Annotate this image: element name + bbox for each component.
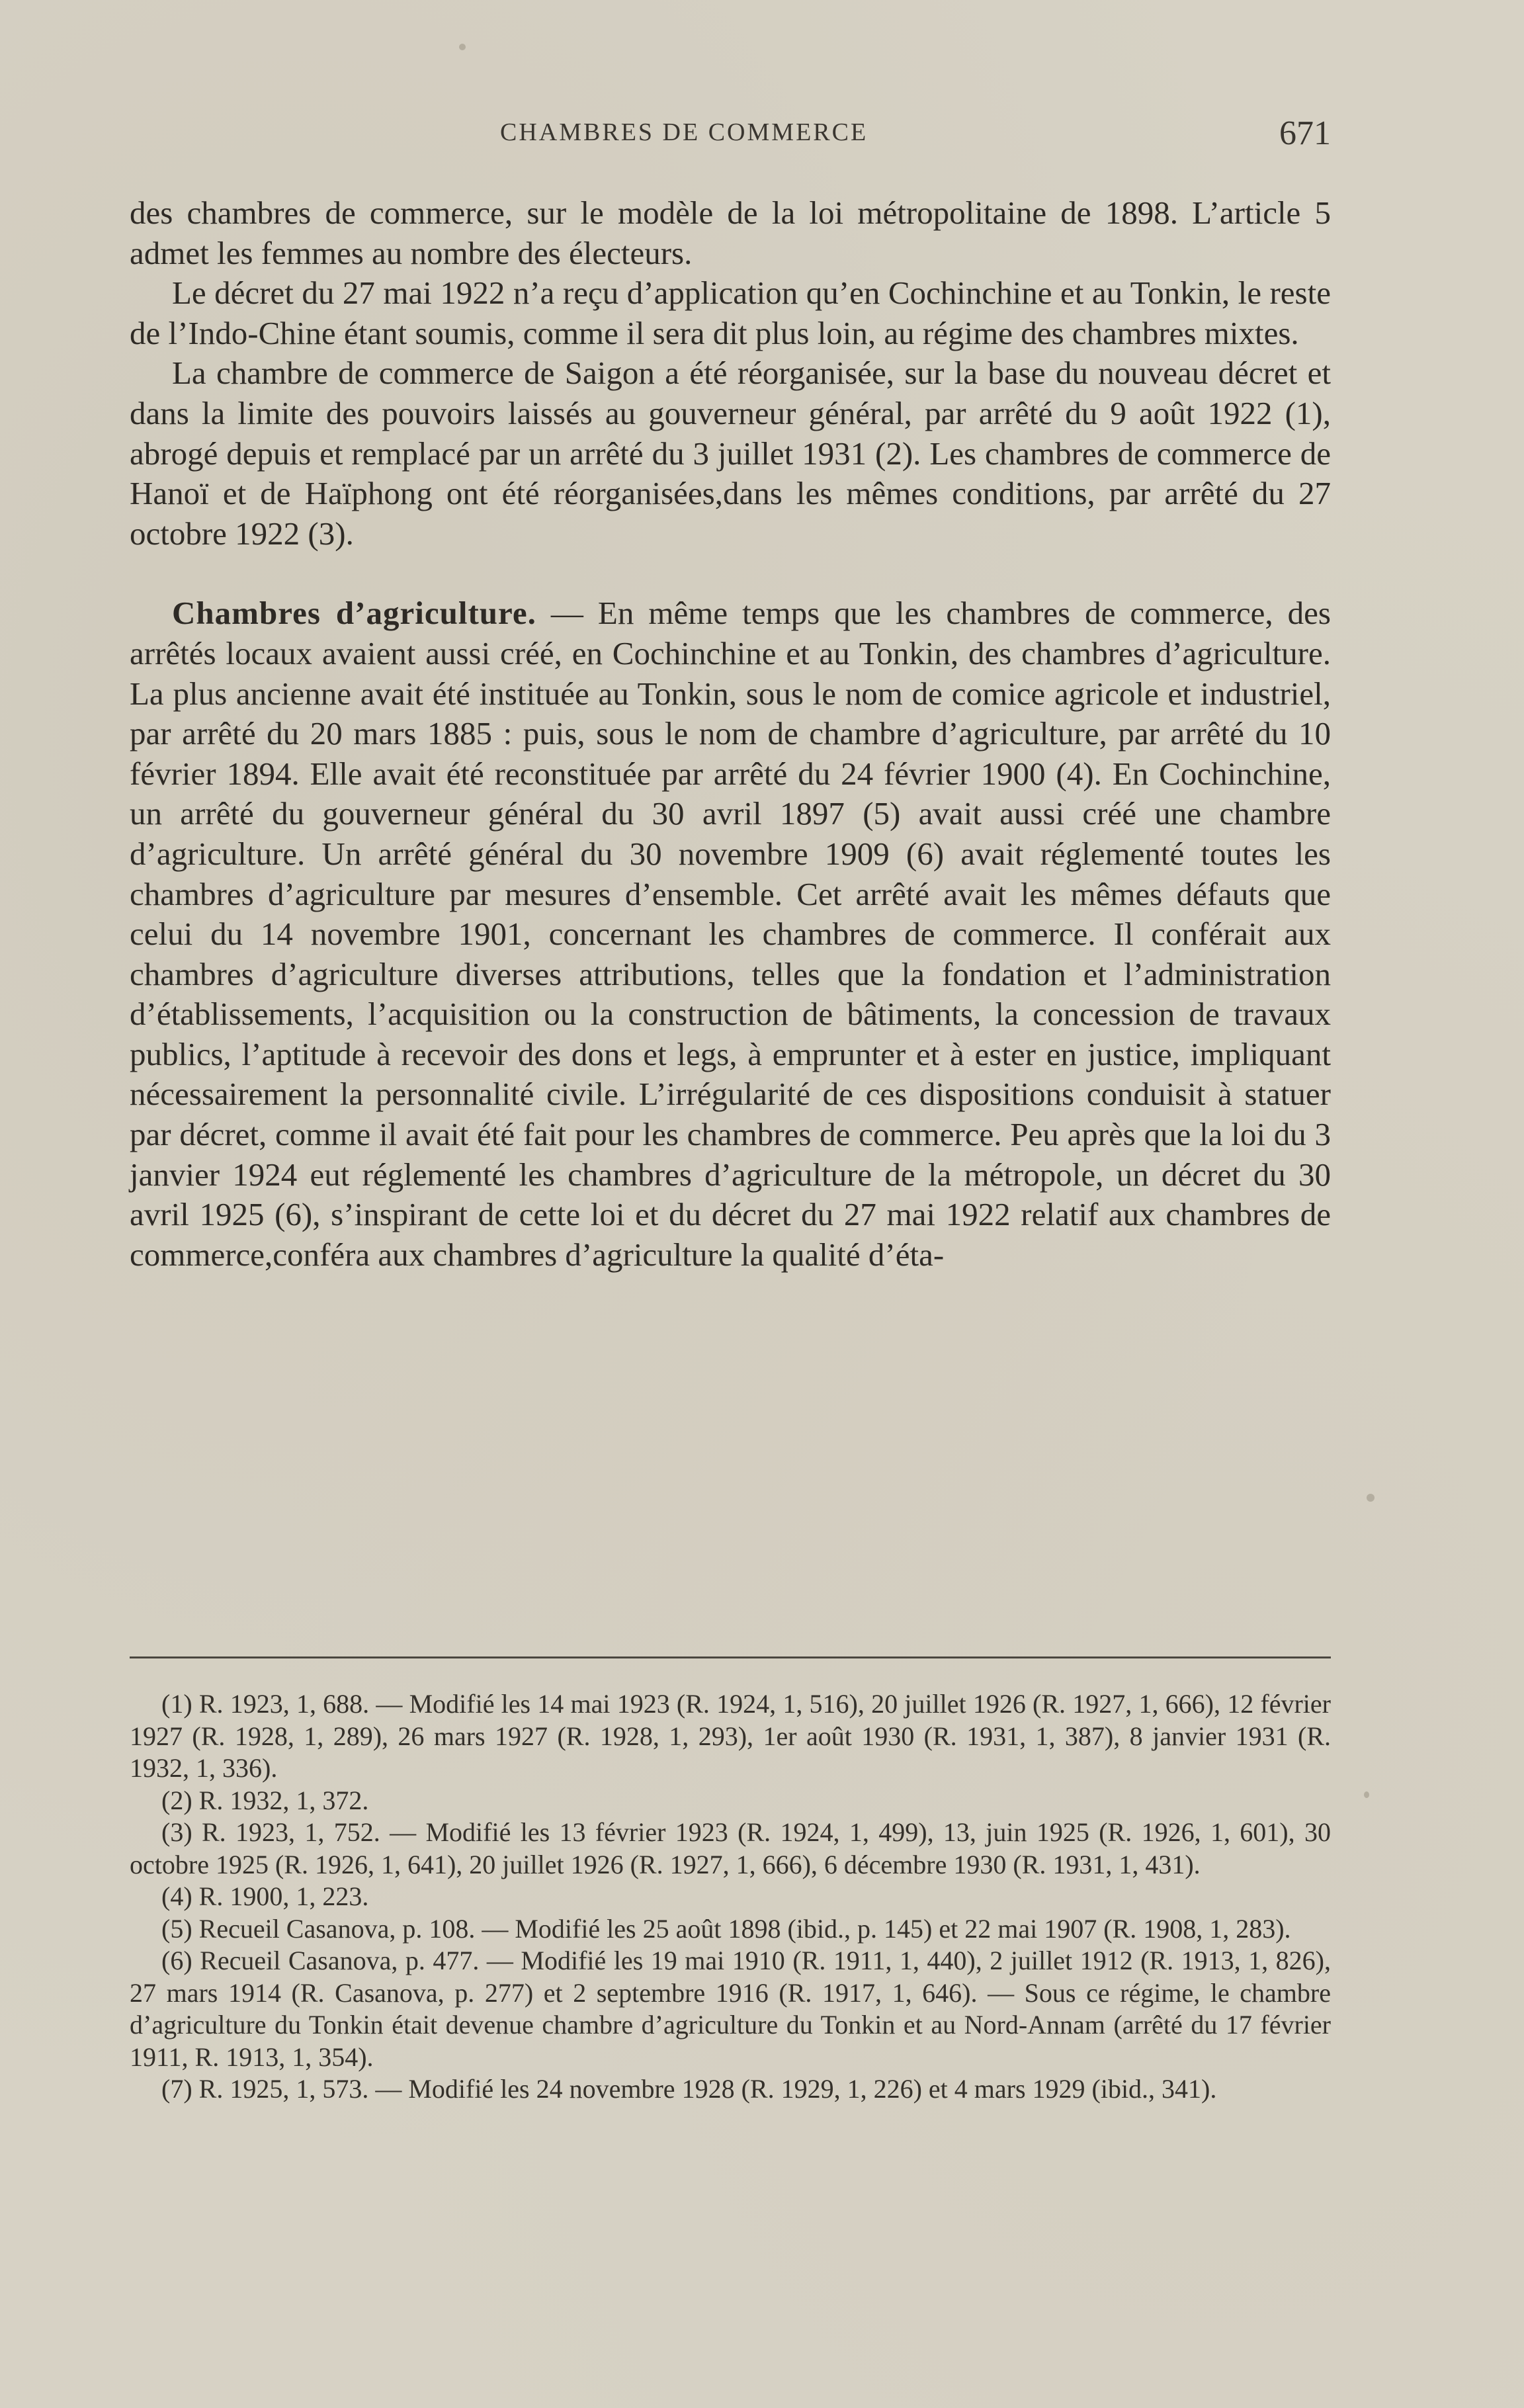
footnote-4: (4) R. 1900, 1, 223. xyxy=(161,1881,369,1911)
footnote-rule xyxy=(130,1656,1331,1658)
paper-speck xyxy=(459,44,466,50)
footnote-5: (5) Recueil Casanova, p. 108. — Modifié les 25 août 1898 (ibid., p. 145) et 22 mai 1907 (R. 1908, 1, 283). xyxy=(161,1913,1291,1944)
body-text xyxy=(130,193,1331,1275)
footnote-7: (7) R. 1925, 1, 573. — Modifié les 24 novembre 1928 (R. 1929, 1, 226) et 4 mars 1929 (ibid., 341). xyxy=(161,2074,1217,2104)
paragraph-agriculture xyxy=(130,593,1331,1275)
footnote-2: (2) R. 1932, 1, 372. xyxy=(161,1785,369,1815)
footnotes xyxy=(130,1688,1331,2106)
running-head xyxy=(130,114,1334,157)
page-number: 671 xyxy=(1279,114,1331,152)
paragraph-3: La chambre de commerce de Saigon a été réorganisée, sur la base du nouveau décret et dans la limite des pouvoirs laissés au gouverneur général, par arrêté du 9 août 1922 (1), abrogé depuis et remplacé par un arrêté du 3 juillet 1931 (2). Les chambres de commerce de Hanoï et de Haïphong ont été réorganisées,dans les mêmes conditions, par arrêté du 27 octobre 1922 (3). xyxy=(130,355,1331,552)
paper-speck xyxy=(983,931,988,937)
section-title: Chambres d’agriculture. xyxy=(172,595,536,632)
paragraph-4: — En même temps que les chambres de commerce, des arrêtés locaux avaient aussi créé, en Cochinchine et au Tonkin, des chambres d’agriculture. La plus ancienne avait été instituée au Tonkin, sous le nom de comice agricole et industriel, par arrêté du 20 mars 1885 : puis, sous le nom de chambre d’agriculture, par arrêté du 10 février 1894. Elle avait été reconstituée par arrêté du 24 février 1900 (4). En Cochinchine, un arrêté du gouverneur général du 30 avril 1897 (5) avait aussi créé une chambre d’agriculture. Un arrêté général du 30 novembre 1909 (6) avait réglementé toutes les chambres d’agriculture par mesures d’ensemble. Cet arrêté avait les mêmes défauts que celui du 14 novembre 1901, concernant les chambres de commerce. Il conférait aux chambres d’agriculture diverses attributions, telles que la fondation et l’administration d’établissements, l’acquisition ou la construction de bâtiments, la concession de travaux publics, l’aptitude à recevoir des dons et legs, à emprunter et à ester en justice, impliquant nécessairement la personnalité civile. L’irrégularité de ces dispositions conduisit à statuer par décret, comme il avait été fait pour les chambres de commerce. Peu après que la loi du 3 janvier 1924 eut réglementé les chambres d’agriculture de la métropole, un décret du 30 avril 1925 (6), s’inspirant de cette loi et du décret du 27 mai 1922 relatif aux chambres de commerce,conféra aux chambres d’agriculture la qualité d’éta- xyxy=(130,595,1331,1273)
paragraph-1: des chambres de commerce, sur le modèle de la loi métropolitaine de 1898. L’article 5 admet les femmes au nombre des électeurs. xyxy=(130,194,1331,271)
paper-speck xyxy=(1364,1791,1369,1798)
running-title: CHAMBRES DE COMMERCE xyxy=(500,118,868,146)
paragraph-2: Le décret du 27 mai 1922 n’a reçu d’application qu’en Cochinchine et au Tonkin, le reste de l’Indo-Chine étant soumis, comme il sera dit plus loin, au régime des chambres mixtes. xyxy=(130,275,1331,351)
footnote-1: (1) R. 1923, 1, 688. — Modifié les 14 mai 1923 (R. 1924, 1, 516), 20 juillet 1926 (R. 1927, 1, 666), 12 février 1927 (R. 1928, 1, 289), 26 mars 1927 (R. 1928, 1, 293), 1er août 1930 (R. 1931, 1, 387), 8 janvier 1931 (R. 1932, 1, 336). xyxy=(130,1689,1331,1783)
footnote-3: (3) R. 1923, 1, 752. — Modifié les 13 février 1923 (R. 1924, 1, 499), 13, juin 1925 (R. 1926, 1, 601), 30 octobre 1925 (R. 1926, 1, 641), 20 juillet 1926 (R. 1927, 1, 666), 6 décembre 1930 (R. 1931, 1, 431). xyxy=(130,1817,1331,1879)
paper-speck xyxy=(1367,1494,1375,1502)
footnote-6: (6) Recueil Casanova, p. 477. — Modifié les 19 mai 1910 (R. 1911, 1, 440), 2 juillet 1912 (R. 1913, 1, 826), 27 mars 1914 (R. Casanova, p. 277) et 2 septembre 1916 (R. 1917, 1, 646). — Sous ce régime, le chambre d’agriculture du Tonkin était devenue chambre d’agriculture du Tonkin et au Nord-Annam (arrêté du 17 février 1911, R. 1913, 1, 354). xyxy=(130,1946,1331,2072)
